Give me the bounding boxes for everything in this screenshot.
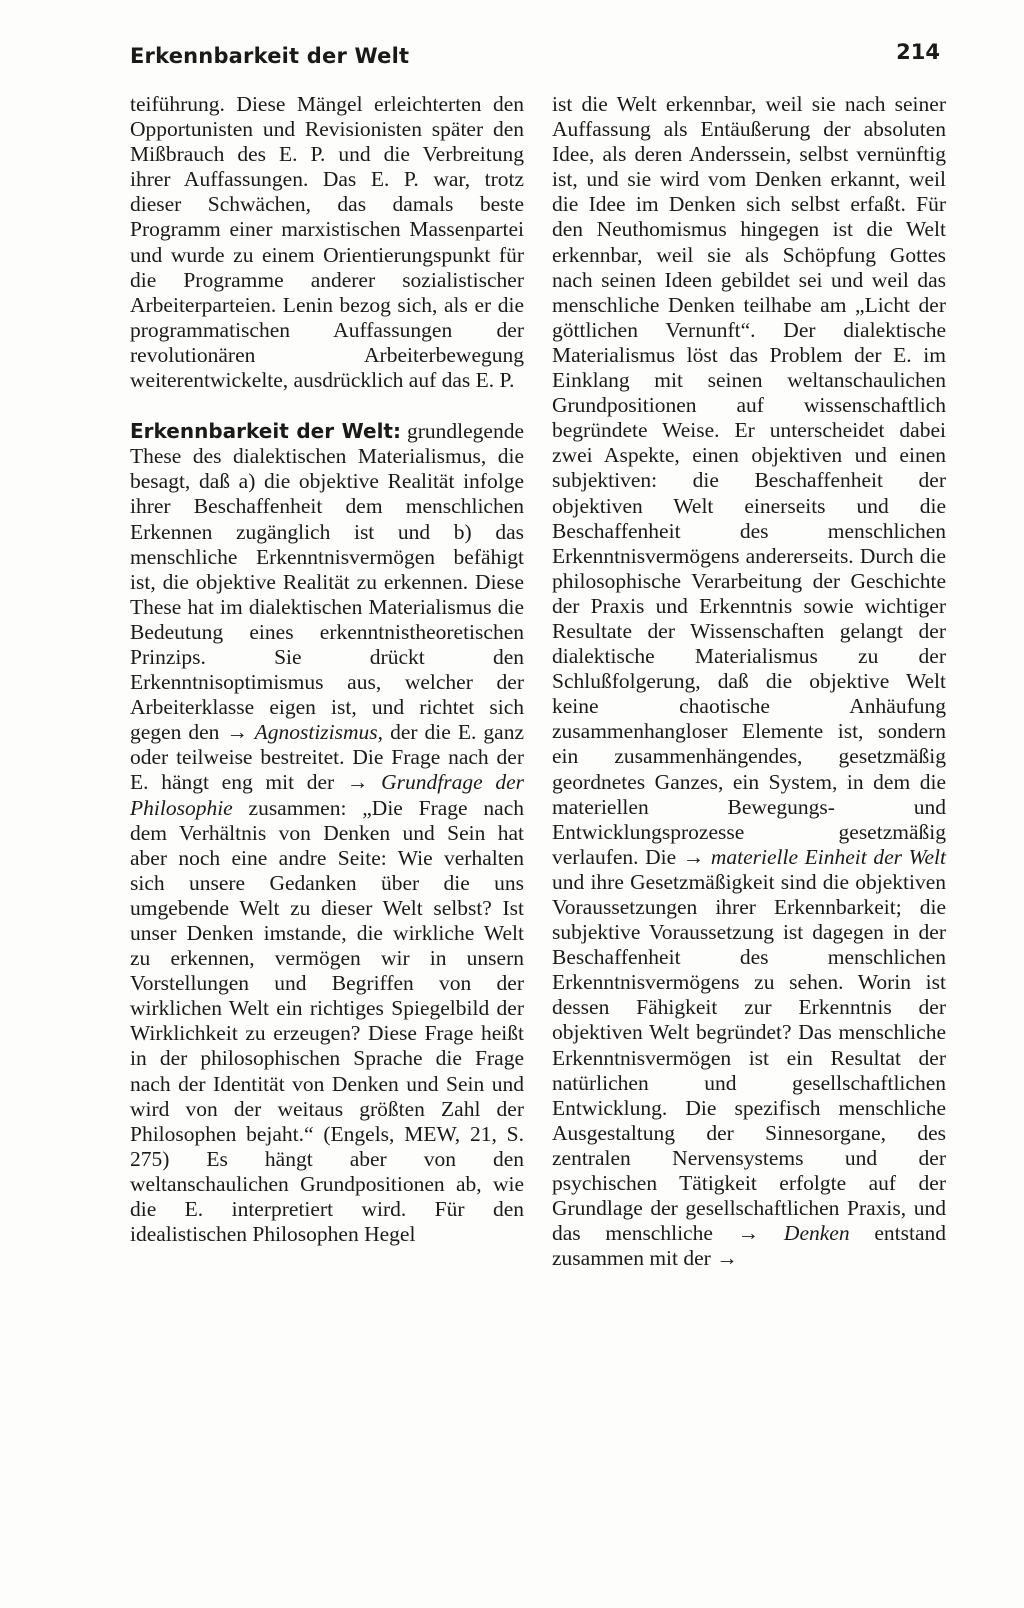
entry-gap [130,393,524,419]
left-column [130,92,524,1247]
entry-text-part-6: entstand zusammen mit der → [552,1221,946,1271]
right-column [552,92,946,1271]
page-number: 214 [896,40,940,64]
continued-paragraph [130,92,524,393]
entry-continuation-paragraph [552,92,946,1271]
running-title: Erkennbarkeit der Welt [130,44,410,68]
entry-text-part-5: und ihre Gesetzmäßigkeit sind die objektiven Voraussetzungen ihrer Erkennbarkeit; die subjektive Voraussetzung ist dagegen in der Beschaffenheit des menschlichen Erkenntnisvermögens zu sehen. Worin ist dessen Fähigkeit zur Erkenntnis der objektiven Welt begründet? Das menschliche Erkenntnisvermögen ist ein Resultat der natürlichen und gesellschaftlichen Entwicklung. Die spezifisch menschliche Ausgestaltung der Sinnesorgane, des zentralen Nervensystems und der psychischen Tätigkeit erfolgte auf der Grundlage der gesellschaftlichen Praxis, und das menschliche [552,869,946,1246]
entry-headword: Erkennbarkeit der Welt: [130,419,401,444]
cross-reference-grundfrage[interactable]: → Grundfrage der Philosophie [130,770,524,820]
entry-text-part-4: ist die Welt erkennbar, weil sie nach seiner Auffassung als Entäußerung der absoluten Idee, als deren Anderssein, selbst vernünftig ist, und sie wird vom Denken erkannt, weil die Idee im Denken sich selbst erfaßt. Für den Neuthomismus hingegen ist die Welt erkennbar, weil sie als Schöpfung Gottes nach seinen Ideen gebildet sei und weil das menschliche Denken teilhabe am „Licht der göttlichen Vernunft“. Der dialektische Materialismus löst das Problem der E. im Einklang mit seinen weltanschaulichen Grundpositionen auf wissenschaftlich begründete Weise. Er unterscheidet dabei zwei Aspekte, einen objektiven und einen subjektiven: die Beschaffenheit der objektiven Welt einerseits und die Beschaffenheit des menschlichen Erkenntnisvermögens andererseits. Durch die philosophische Verarbeitung der Geschichte der Praxis und Erkenntnis sowie wichtiger Resultate der Wissenschaften gelangt der dialektische Materialismus zu der Schlußfolgerung, daß die objektive Welt keine chaotische Anhäufung zusammenhangloser Elemente ist, sondern ein zusammenhängendes, gesetzmäßig geordnetes Ganzes, ein System, in dem die materiellen Bewegungs- und Entwicklungsprozesse gesetzmäßig verlaufen. Die [552,92,946,869]
continued-text: teiführung. Diese Mängel erleichterten den Opportunisten und Revisionisten später den Mißbrauch des E. P. und die Verbreitung ihrer Auffassungen. Das E. P. war, trotz dieser Schwächen, das damals beste Programm einer marxistischen Massenpartei und wurde zu einem Orientierungspunkt für die Programme anderer sozialistischer Arbeiterparteien. Lenin bezog sich, als er die programmatischen Auffassungen der revolutionären Arbeiterbewegung weiterentwickelte, ausdrücklich auf das E. P. [130,92,524,393]
cross-reference-agnostizismus[interactable]: → Agnostizismus, [226,720,384,745]
entry-text-part-3: zusammen: „Die Frage nach dem Verhältnis von Denken und Sein hat aber noch eine andre Seite: Wie verhalten sich unsere Gedanken über die uns umgebende Welt zu dieser Welt selbst? Ist unser Denken imstande, die wirkliche Welt zu erkennen, vermögen wir in unsern Vorstellungen und Begriffen von der wirklichen Welt ein richtiges Spiegelbild der Wirklichkeit zu erzeugen? Diese Frage heißt in der philosophischen Sprache die Frage nach der Identität von Denken und Sein und wird von der weitaus größten Zahl der Philosophen bejaht.“ (Engels, MEW, 21, S. 275) Es hängt aber von den weltanschaulichen Grundpositionen ab, wie die E. interpretiert wird. Für den idealistischen Philosophen Hegel [130,795,524,1247]
entry-paragraph [130,419,524,1247]
cross-reference-materielle-einheit[interactable]: → materielle Einheit der Welt [682,844,946,869]
entry-text-part-1: grundlegende These des dialektischen Materialismus, die besagt, daß a) die objektive Realität infolge ihrer Beschaffenheit dem menschlichen Erkennen zugänglich ist und b) das menschliche Erkenntnisvermögen befähigt ist, die objektive Realität zu erkennen. Diese These hat im dialektischen Materialismus die Bedeutung eines erkenntnistheoretischen Prinzips. Sie drückt den Erkenntnisoptimismus aus, welcher der Arbeiterklasse eigen ist, und richtet sich gegen den [130,419,525,745]
cross-reference-denken[interactable]: → Denken [737,1221,850,1246]
entry-text-part-2: der die E. ganz oder teilweise bestreitet. Die Frage nach der E. hängt eng mit der [130,720,524,795]
